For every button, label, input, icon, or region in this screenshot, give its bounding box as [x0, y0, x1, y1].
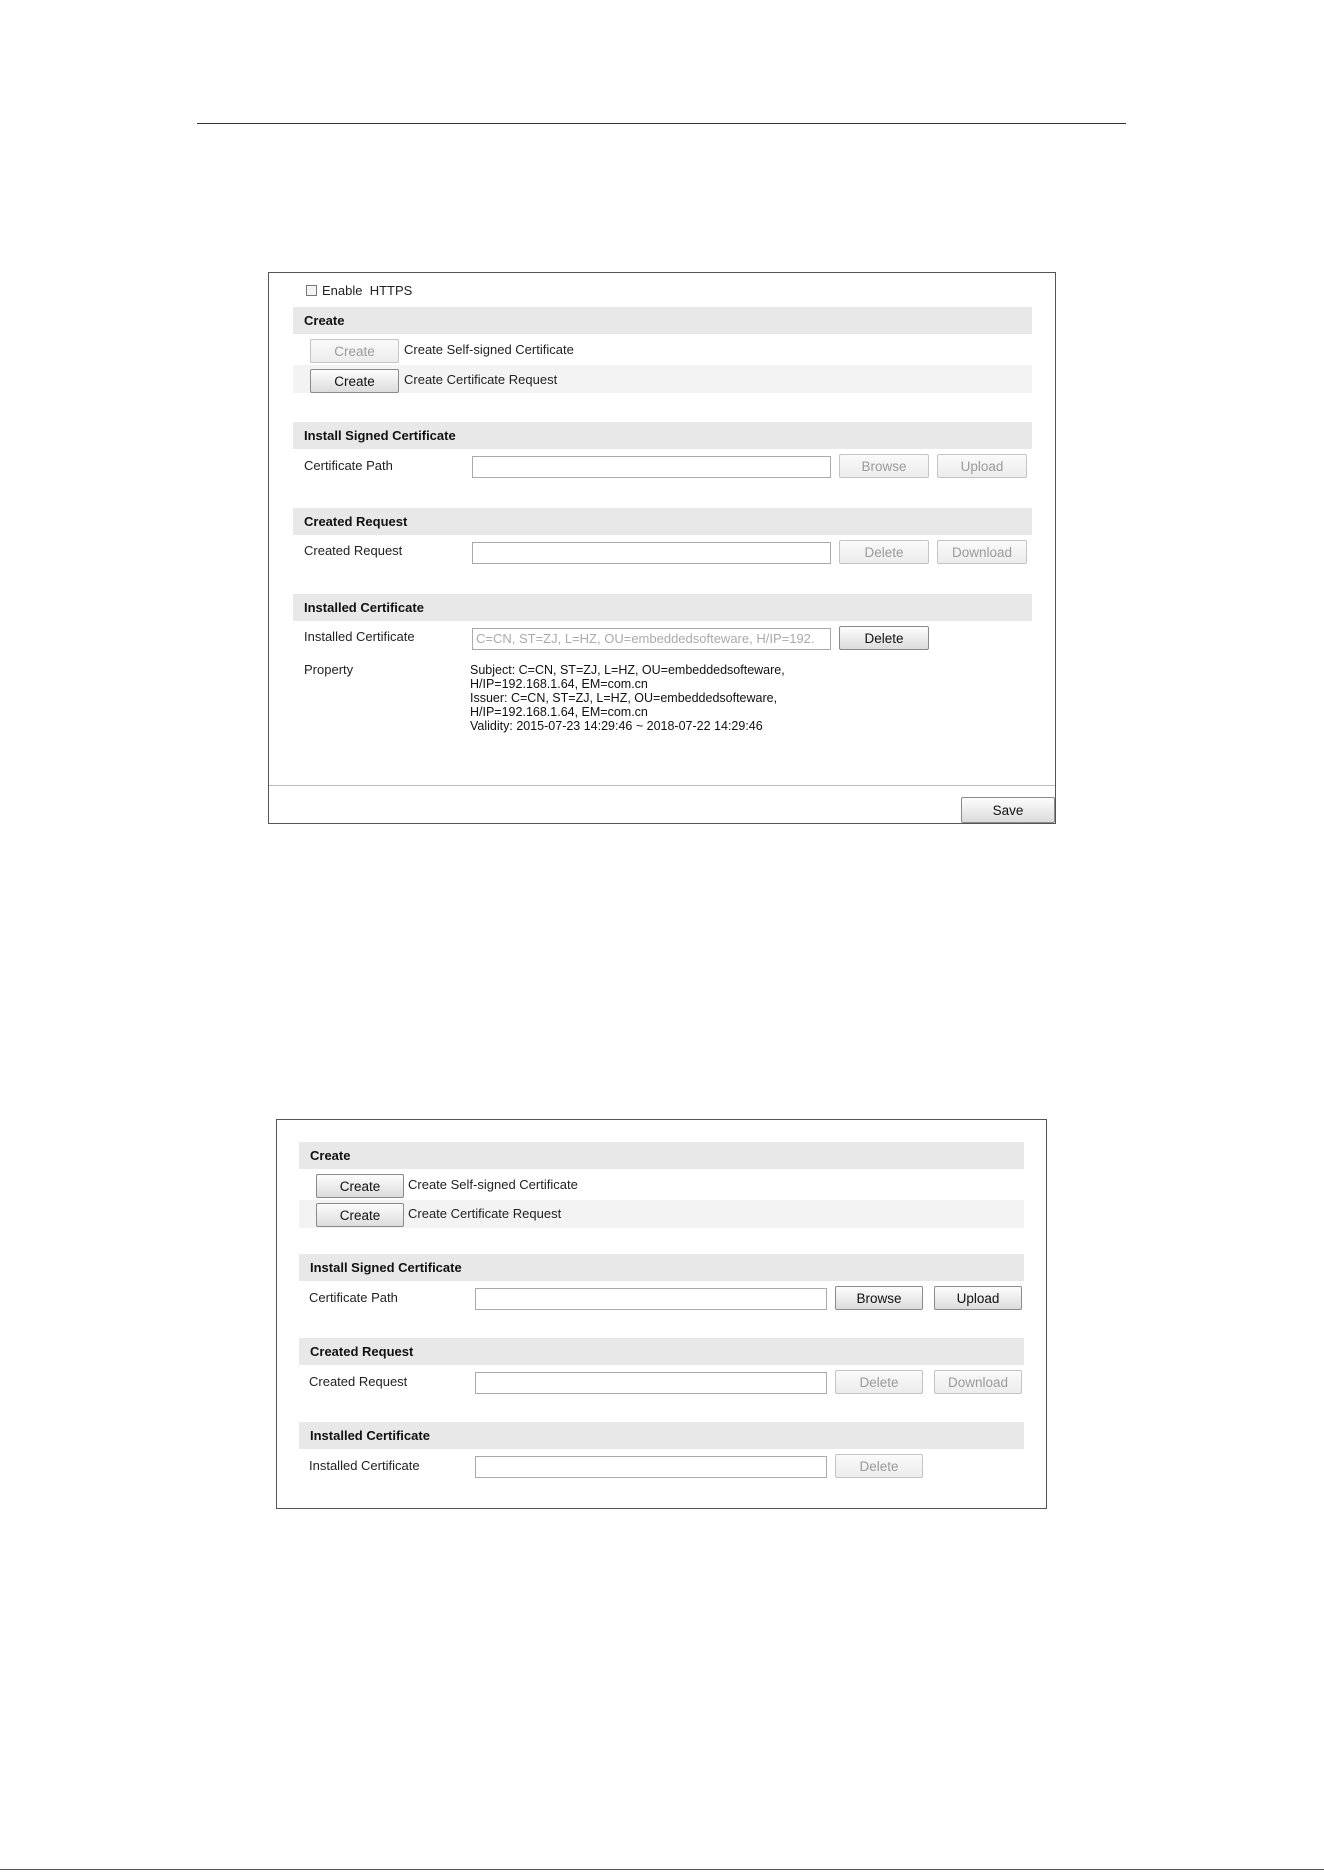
created-request-section-heading: Created Request — [299, 1338, 1024, 1365]
installed-certificate-input[interactable]: C=CN, ST=ZJ, L=HZ, OU=embeddedsofteware, H/IP=192. — [472, 628, 831, 650]
property-issuer-line: Issuer: C=CN, ST=ZJ, L=HZ, OU=embeddedsofteware, — [470, 691, 778, 705]
certificate-properties — [470, 663, 785, 733]
delete-installed-certificate-button[interactable]: Delete — [835, 1454, 923, 1478]
install-signed-section-heading: Install Signed Certificate — [293, 422, 1032, 449]
browse-button[interactable]: Browse — [835, 1286, 923, 1310]
property-subject-line: Subject: C=CN, ST=ZJ, L=HZ, OU=embeddedsofteware, — [470, 663, 785, 677]
create-section-heading: Create — [293, 307, 1032, 334]
created-request-label: Created Request — [304, 543, 403, 558]
property-issuer-host-line: H/IP=192.168.1.64, EM=com.cn — [470, 705, 648, 719]
installed-certificate-section-heading: Installed Certificate — [293, 594, 1032, 621]
save-button[interactable]: Save — [961, 797, 1055, 823]
create-section-heading: Create — [299, 1142, 1024, 1169]
delete-request-button[interactable]: Delete — [835, 1370, 923, 1394]
installed-certificate-label: Installed Certificate — [304, 629, 415, 644]
certificate-management-panel — [276, 1119, 1047, 1509]
create-self-signed-label: Create Self-signed Certificate — [408, 1177, 578, 1192]
create-certificate-request-label: Create Certificate Request — [404, 372, 558, 387]
browse-button[interactable]: Browse — [839, 454, 929, 478]
installed-certificate-section-heading: Installed Certificate — [299, 1422, 1024, 1449]
installed-certificate-input[interactable] — [475, 1456, 827, 1478]
property-validity-line: Validity: 2015-07-23 14:29:46 ~ 2018-07-22 14:29:46 — [470, 719, 763, 733]
download-request-button[interactable]: Download — [937, 540, 1027, 564]
certificate-path-label: Certificate Path — [309, 1290, 398, 1305]
created-request-input[interactable] — [472, 542, 831, 564]
certificate-path-input[interactable] — [472, 456, 831, 478]
created-request-label: Created Request — [309, 1374, 408, 1389]
create-self-signed-label: Create Self-signed Certificate — [404, 342, 574, 357]
installed-certificate-label: Installed Certificate — [309, 1458, 420, 1473]
enable-https-label: Enable HTTPS — [322, 283, 413, 298]
delete-installed-certificate-button[interactable]: Delete — [839, 626, 929, 650]
certificate-path-input[interactable] — [475, 1288, 827, 1310]
property-label: Property — [304, 662, 354, 677]
page-header-rule — [197, 123, 1126, 124]
created-request-section-heading: Created Request — [293, 508, 1032, 535]
enable-https-checkbox[interactable] — [306, 285, 317, 296]
create-self-signed-button[interactable]: Create — [316, 1174, 404, 1198]
page-footer-rule — [0, 1869, 1324, 1870]
certificate-path-label: Certificate Path — [304, 458, 393, 473]
delete-request-button[interactable]: Delete — [839, 540, 929, 564]
https-settings-panel — [268, 272, 1056, 824]
create-certificate-request-button[interactable]: Create — [316, 1203, 404, 1227]
create-self-signed-button[interactable]: Create — [310, 339, 399, 363]
footer-divider — [269, 785, 1055, 786]
property-subject-host-line: H/IP=192.168.1.64, EM=com.cn — [470, 677, 648, 691]
download-request-button[interactable]: Download — [934, 1370, 1022, 1394]
upload-button[interactable]: Upload — [937, 454, 1027, 478]
created-request-input[interactable] — [475, 1372, 827, 1394]
upload-button[interactable]: Upload — [934, 1286, 1022, 1310]
install-signed-section-heading: Install Signed Certificate — [299, 1254, 1024, 1281]
create-certificate-request-label: Create Certificate Request — [408, 1206, 562, 1221]
create-certificate-request-button[interactable]: Create — [310, 369, 399, 393]
